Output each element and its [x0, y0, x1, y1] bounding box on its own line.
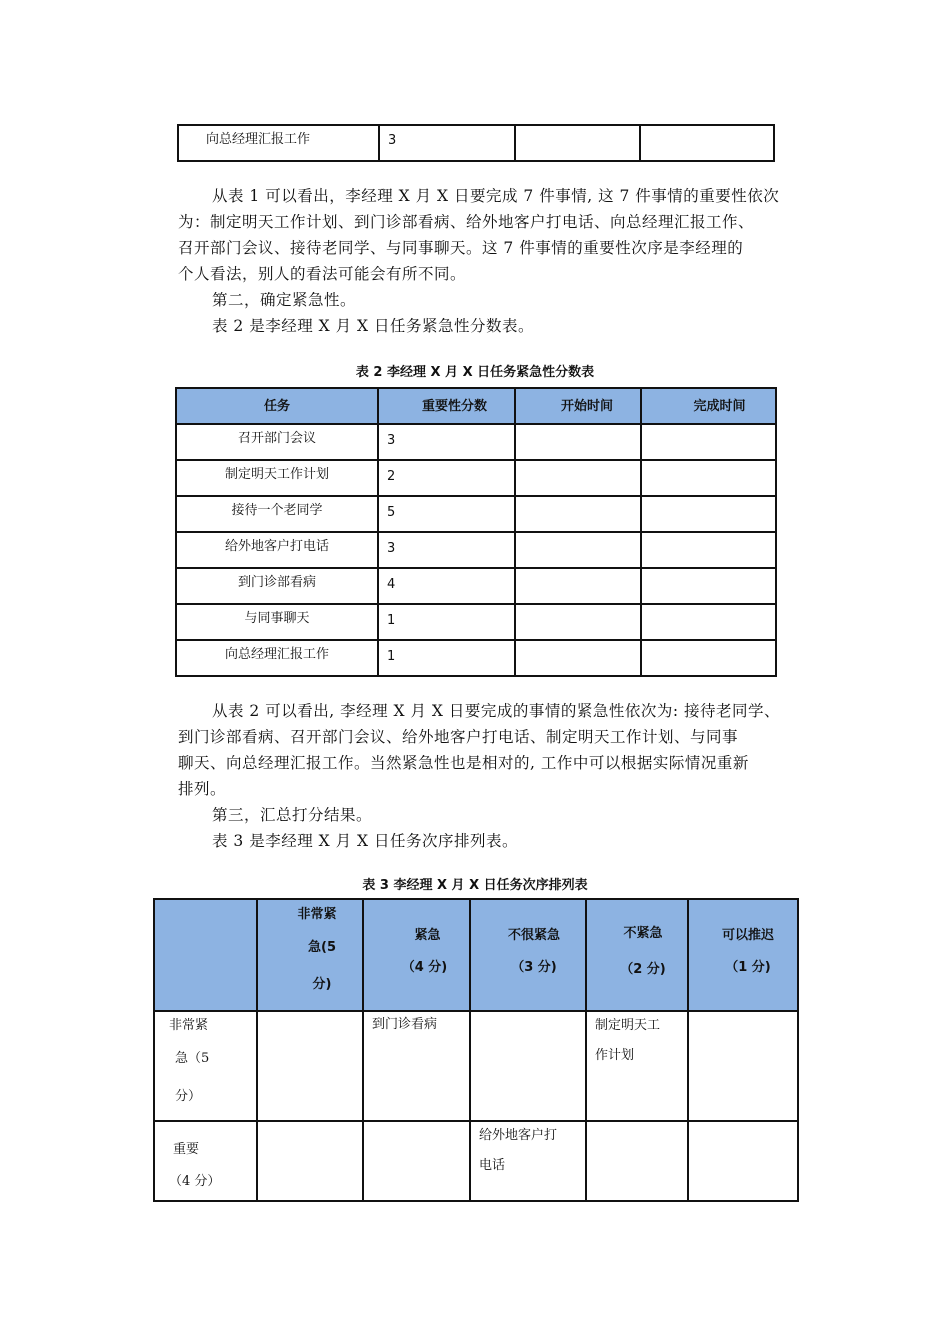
table3: [153, 898, 799, 1202]
task-label: 到门诊看病: [372, 1017, 438, 1032]
header-cell: 不很紧急 （3 分): [470, 899, 586, 1011]
table2: [175, 387, 777, 677]
task-label: 制定明天工作计划: [224, 467, 329, 482]
table3-caption: 表 3 李经理 X 月 X 日任务次序排列表: [362, 878, 588, 893]
section-heading: 第二，确定紧急性。: [212, 291, 357, 309]
paragraph-1: [178, 183, 788, 339]
table-cell: [379, 125, 515, 161]
task-label: 给外地客户打 电话: [479, 1128, 558, 1173]
table2-caption: 表 2 李经理 X 月 X 日任务紧急性分数表: [355, 365, 595, 380]
section-heading: 第三，汇总打分结果。: [212, 806, 373, 824]
table-row: [176, 496, 776, 532]
task-label: 召开部门会议: [237, 431, 316, 446]
score-value: 3: [387, 433, 396, 448]
header-cell: 完成时间: [641, 388, 776, 424]
row-label: 重要 （4 分）: [169, 1142, 221, 1189]
table-row: [176, 460, 776, 496]
table-row: [154, 1121, 798, 1201]
task-label: 给外地客户打电话: [224, 539, 329, 554]
task-label: 到门诊部看病: [237, 575, 316, 590]
paragraph-2: [178, 698, 788, 854]
table-row: [154, 1011, 798, 1121]
text-line: 表 2 是李经理 X 月 X 日任务紧急性分数表。: [212, 317, 534, 335]
text-line: 为：制定明天工作计划、到门诊部看病、给外地客户打电话、向总经理汇报工作、: [178, 213, 755, 231]
task-label: 向总经理汇报工作: [206, 132, 311, 147]
score-value: 3: [387, 541, 396, 556]
header-cell: 紧急 （4 分): [363, 899, 470, 1011]
table-cell: [178, 125, 379, 161]
score-value: 3: [388, 133, 397, 148]
score-value: 1: [387, 649, 396, 664]
table-row: [176, 532, 776, 568]
task-label: 向总经理汇报工作: [224, 647, 329, 662]
text-line: 排列。: [178, 780, 227, 798]
task-label: 接待一个老同学: [231, 503, 323, 518]
row-label: 非常紧 急（5 分）: [169, 1018, 210, 1104]
table-row: [176, 424, 776, 460]
table-cell: [640, 125, 774, 161]
header-cell: 开始时间: [515, 388, 641, 424]
score-value: 2: [387, 469, 396, 484]
text-line: 从表 1 可以看出，李经理 X 月 X 日要完成 7 件事情, 这 7 件事情的重要性依次: [212, 187, 780, 205]
text-line: 从表 2 可以看出, 李经理 X 月 X 日要完成的事情的紧急性依次为: 接待老同学、: [212, 702, 780, 720]
header-cell: 可以推迟 （1 分): [688, 899, 798, 1011]
header-cell: 任务: [176, 388, 378, 424]
task-label: 制定明天工 作计划: [595, 1018, 661, 1063]
table-header-row: [176, 388, 776, 424]
header-cell: [154, 899, 257, 1011]
header-cell: 不紧急 （2 分): [586, 899, 688, 1011]
header-cell: 非常紧 急(5 分): [257, 899, 363, 1011]
header-cell: 重要性分数: [378, 388, 515, 424]
score-value: 5: [387, 505, 396, 520]
score-value: 1: [387, 613, 396, 628]
text-line: 个人看法，别人的看法可能会有所不同。: [178, 265, 467, 283]
table1-tail: [177, 124, 775, 162]
score-value: 4: [387, 577, 396, 592]
table-header-row: [154, 899, 798, 1011]
table-row: [176, 640, 776, 676]
table-cell: [515, 125, 640, 161]
text-line: 召开部门会议、接待老同学、与同事聊天。这 7 件事情的重要性次序是李经理的: [178, 239, 744, 257]
text-line: 表 3 是李经理 X 月 X 日任务次序排列表。: [212, 832, 518, 850]
table-row: [176, 568, 776, 604]
task-label: 与同事聊天: [244, 611, 310, 626]
table-row: [176, 604, 776, 640]
text-line: 聊天、向总经理汇报工作。当然紧急性也是相对的, 工作中可以根据实际情况重新: [178, 754, 749, 772]
text-line: 到门诊部看病、召开部门会议、给外地客户打电话、制定明天工作计划、与同事: [178, 728, 739, 746]
